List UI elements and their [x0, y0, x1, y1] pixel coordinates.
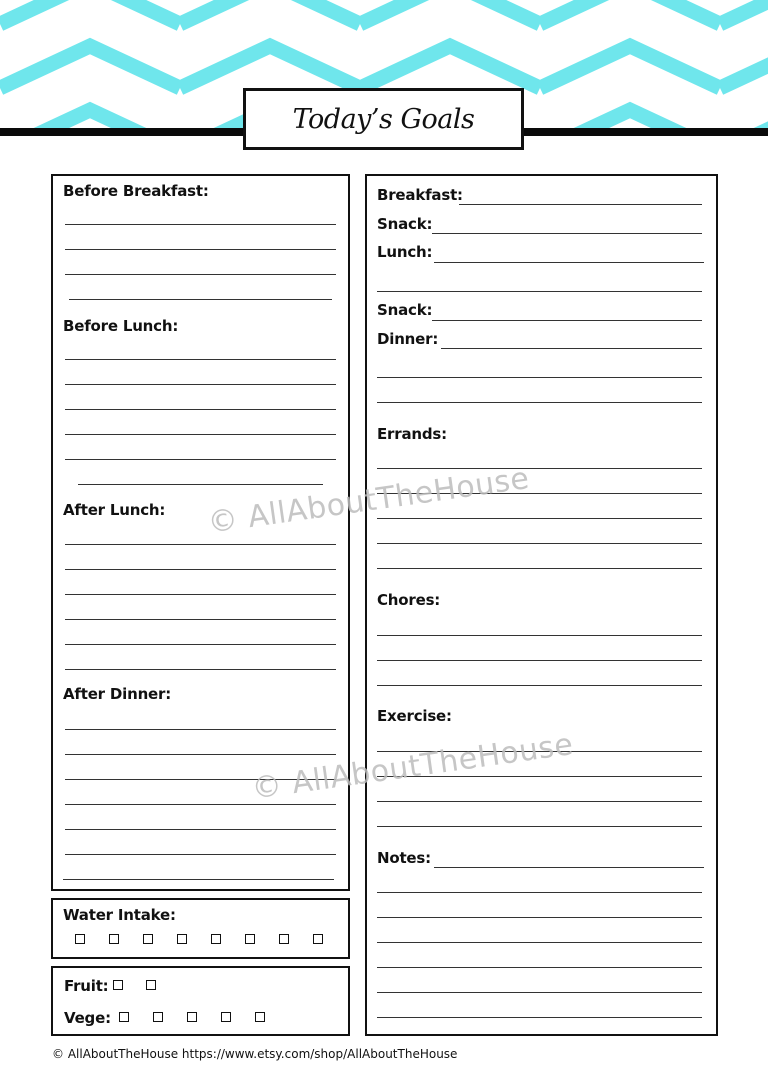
- write-line[interactable]: [65, 644, 336, 645]
- meal-label-breakfast: Breakfast:: [377, 186, 463, 204]
- write-line[interactable]: [377, 402, 702, 403]
- write-line[interactable]: [69, 299, 332, 300]
- vege-checkbox[interactable]: [153, 1012, 163, 1022]
- write-line[interactable]: [65, 544, 336, 545]
- write-line[interactable]: [65, 829, 336, 830]
- write-line[interactable]: [65, 619, 336, 620]
- fruit-label: Fruit:: [64, 977, 109, 995]
- section-label-after-dinner: After Dinner:: [63, 685, 172, 703]
- write-line[interactable]: [65, 249, 336, 250]
- section-label-before-lunch: Before Lunch:: [63, 317, 179, 335]
- meal-label-snack-pm: Snack:: [377, 301, 433, 319]
- footer-copyright: © AllAboutTheHouse https://www.etsy.com/shop/AllAboutTheHouse: [52, 1047, 458, 1061]
- write-line[interactable]: [65, 459, 336, 460]
- write-line[interactable]: [377, 801, 702, 802]
- write-line[interactable]: [377, 685, 702, 686]
- write-line[interactable]: [377, 377, 702, 378]
- write-line[interactable]: [65, 594, 336, 595]
- write-line[interactable]: [377, 892, 702, 893]
- water-checkbox[interactable]: [109, 934, 119, 944]
- water-checkbox[interactable]: [313, 934, 323, 944]
- write-line[interactable]: [377, 967, 702, 968]
- write-line[interactable]: [63, 879, 334, 880]
- write-line[interactable]: [377, 992, 702, 993]
- write-line[interactable]: [377, 917, 702, 918]
- meal-line-lunch[interactable]: [434, 262, 704, 263]
- write-line[interactable]: [65, 359, 336, 360]
- write-line[interactable]: [65, 224, 336, 225]
- write-line[interactable]: [65, 754, 336, 755]
- write-line[interactable]: [377, 518, 702, 519]
- write-line[interactable]: [65, 384, 336, 385]
- meal-line-snack-am[interactable]: [432, 233, 702, 234]
- write-line[interactable]: [377, 493, 702, 494]
- vege-checkbox[interactable]: [187, 1012, 197, 1022]
- watermark: © AllAboutTheHouse: [249, 727, 576, 807]
- meal-line-breakfast[interactable]: [459, 204, 702, 205]
- write-line[interactable]: [65, 854, 336, 855]
- write-line[interactable]: [377, 635, 702, 636]
- write-line[interactable]: [65, 779, 336, 780]
- title-box: [243, 88, 524, 150]
- meal-line-snack-pm[interactable]: [432, 320, 702, 321]
- write-line[interactable]: [377, 826, 702, 827]
- vege-checkbox[interactable]: [221, 1012, 231, 1022]
- notes-line-first[interactable]: [434, 867, 704, 868]
- page-title: Today’s Goals: [292, 103, 475, 135]
- write-line[interactable]: [377, 751, 702, 752]
- write-line[interactable]: [65, 274, 336, 275]
- water-checkbox[interactable]: [211, 934, 221, 944]
- vege-label: Vege:: [64, 1009, 111, 1027]
- vege-checkbox[interactable]: [119, 1012, 129, 1022]
- section-label-notes: Notes:: [377, 849, 431, 867]
- water-checkbox[interactable]: [279, 934, 289, 944]
- meal-label-snack-am: Snack:: [377, 215, 433, 233]
- write-line[interactable]: [377, 776, 702, 777]
- fruit-checkbox[interactable]: [113, 980, 123, 990]
- water-checkbox[interactable]: [143, 934, 153, 944]
- vege-checkbox[interactable]: [255, 1012, 265, 1022]
- write-line[interactable]: [377, 568, 702, 569]
- write-line[interactable]: [377, 468, 702, 469]
- watermark: © AllAboutTheHouse: [205, 461, 532, 541]
- write-line[interactable]: [65, 669, 336, 670]
- water-checkbox[interactable]: [245, 934, 255, 944]
- write-line[interactable]: [377, 543, 702, 544]
- section-label-before-breakfast: Before Breakfast:: [63, 182, 209, 200]
- section-label-exercise: Exercise:: [377, 707, 452, 725]
- write-line[interactable]: [65, 804, 336, 805]
- schedule-box: [51, 174, 350, 891]
- write-line[interactable]: [78, 484, 323, 485]
- write-line[interactable]: [377, 291, 702, 292]
- water-intake-label: Water Intake:: [63, 906, 176, 924]
- water-checkbox[interactable]: [177, 934, 187, 944]
- meal-line-dinner[interactable]: [441, 348, 702, 349]
- write-line[interactable]: [65, 434, 336, 435]
- section-label-chores: Chores:: [377, 591, 441, 609]
- write-line[interactable]: [377, 942, 702, 943]
- section-label-errands: Errands:: [377, 425, 447, 443]
- section-label-after-lunch: After Lunch:: [63, 501, 166, 519]
- meal-label-dinner: Dinner:: [377, 330, 439, 348]
- write-line[interactable]: [65, 569, 336, 570]
- write-line[interactable]: [377, 660, 702, 661]
- write-line[interactable]: [65, 409, 336, 410]
- water-checkbox[interactable]: [75, 934, 85, 944]
- write-line[interactable]: [65, 729, 336, 730]
- write-line[interactable]: [377, 1017, 702, 1018]
- fruit-checkbox[interactable]: [146, 980, 156, 990]
- meal-label-lunch: Lunch:: [377, 243, 433, 261]
